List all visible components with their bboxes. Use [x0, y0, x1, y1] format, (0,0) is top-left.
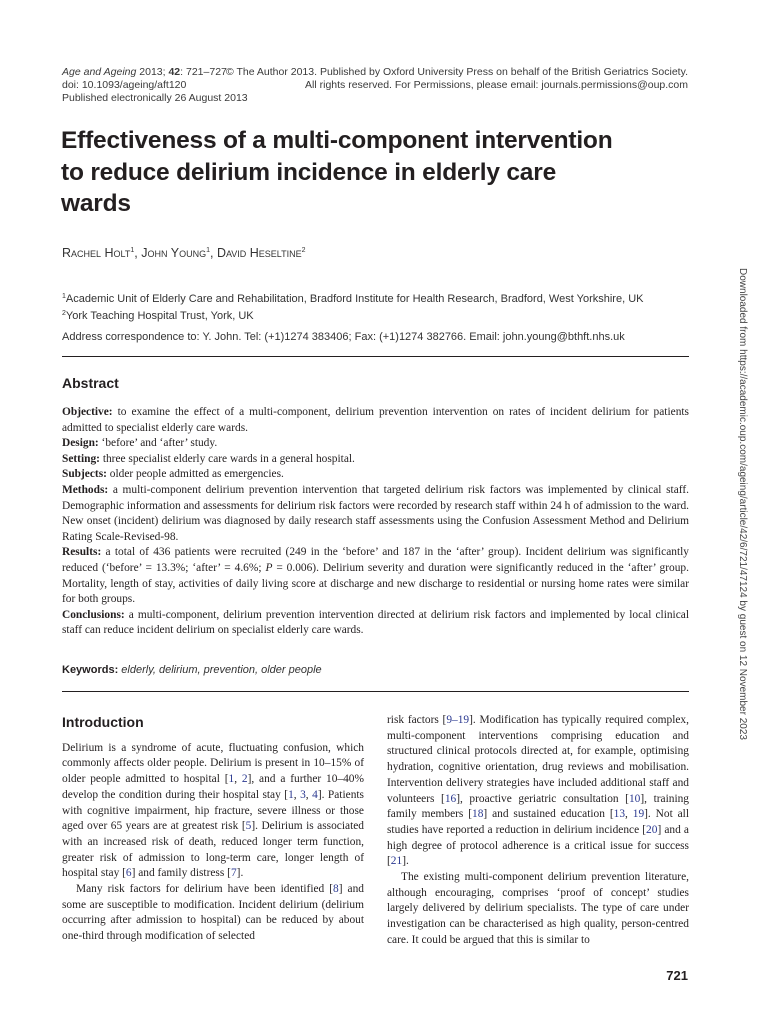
copyright-notice [226, 66, 688, 92]
page-number: 721 [666, 968, 688, 983]
citation-link[interactable]: 1 [288, 788, 294, 801]
citation-link[interactable]: 2 [241, 773, 248, 786]
affiliations [62, 290, 643, 323]
doi[interactable]: doi: 10.1093/ageing/aft120 [62, 79, 187, 92]
copyright-line-2: All rights reserved. For Permissions, please email: journals.permissions@oup.com [305, 79, 688, 92]
intro-paragraph-3: The existing multi-component delirium prevention literature, although encouraging, comprises ‘proof of concept’ studies largely delivered by delirium specialists. The type of care under investigation can be characterised as high quality, person-centred care. It could be argued that this is similar to [387, 871, 689, 946]
abstract-conclusions: Conclusions: a multi-component, delirium prevention intervention directed at delirium risk factors and implemented by local clinical staff can reduce incident delirium on specialist elderly care wards. [62, 608, 689, 637]
intro-paragraph-1: Delirium is a syndrome of acute, fluctuating confusion, which commonly affects older people. Delirium is present in 10–15% of older people admitted to hospital [1, 2], and a further 10–40% develop the condition during their hospital stay [1, 3, 4]. Patients with cognitive impairment, hip fracture, severe illness or those aged over 65 years are at greatest risk [5]. Delirium is associated with an increased risk of death, reduced longer term function, greater risk of admission to long-term care, longer length of hospital stay [6] and family distress [7]. [62, 741, 364, 880]
abstract-design: Design: ‘before’ and ‘after’ study. [62, 437, 218, 450]
citation-link[interactable]: 5 [245, 820, 252, 833]
author-name: David Heseltine [216, 246, 302, 260]
journal-volume: 42 [168, 66, 181, 78]
correspondence-address: Address correspondence to: Y. John. Tel: (+1)1274 383406; Fax: (+1)1274 382766. Email: john.young@bthft.nhs.uk [62, 331, 625, 343]
citation-link[interactable]: 13 [613, 808, 626, 821]
article-title: Effectiveness of a multi-component intervention to reduce delirium incidence in elderly care wards [61, 127, 613, 217]
citation-link[interactable]: 21 [390, 855, 403, 868]
keywords-label: Keywords: [62, 664, 119, 676]
citation-link[interactable]: 20 [646, 823, 658, 836]
citation-link[interactable]: 10 [628, 792, 641, 805]
citation-link[interactable]: 18 [472, 808, 484, 821]
citation-link[interactable]: 19 [632, 808, 645, 821]
abstract-subjects: Subjects: older people admitted as emergencies. [62, 468, 284, 481]
author-name: Rachel Holt [62, 246, 131, 260]
divider [62, 691, 689, 692]
journal-year: 2013; [136, 66, 169, 78]
journal-pages: : 721–727 [180, 66, 227, 78]
abstract-objective: Objective: to examine the effect of a multi-component, delirium prevention intervention on rates of incident delirium for patients admitted to specialist elderly care wards. [62, 406, 689, 434]
affiliation-2: $^2$York Teaching Hospital Trust, York, UK [62, 309, 254, 322]
download-watermark: Downloaded from https://academic.oup.com/ageing/article/42/6/721/47124 by guest on 12 November 2023 [737, 268, 748, 740]
divider [62, 356, 689, 357]
author-affiliation-marker: 1 [206, 247, 210, 254]
abstract-body [62, 405, 689, 639]
intro-paragraph-2-cont: risk factors [9–19]. Modification has typically required complex, multi-component interventions comprising education and structured clinical protocols directed at, for example, optimising hydration, cognitive orientation, drug reviews and mobilisation. Intervention delivery strategies have included additional staff and volunteers [16], proactive geriatric consultation [10], training family members [18] and sustained education [13, 19]. Not all studies have reported a reduction in delirium incidence [20] and a high degree of protocol adherence is a critical issue for success [21]. [387, 714, 690, 868]
abstract-setting: Setting: three specialist elderly care wards in a general hospital. [62, 452, 355, 465]
introduction-heading: Introduction [62, 714, 144, 730]
citation-link[interactable]: 6 [125, 867, 132, 880]
copyright-line-1: © The Author 2013. Published by Oxford University Press on behalf of the British Geriatrics Society. [226, 66, 688, 78]
citation-link[interactable]: 7 [230, 867, 237, 880]
affiliation-1: $^1$Academic Unit of Elderly Care and Rehabilitation, Bradford Institute for Health Research, Bradford, West Yorkshire, UK [62, 293, 644, 305]
intro-paragraph-2: Many risk factors for delirium have been identified [8] and some are susceptible to modification. Incident delirium (delirium occurring after admission to hospital) can be reduced by about one-third through modification of selected [62, 883, 364, 943]
keywords [62, 664, 322, 676]
journal-citation [62, 66, 248, 106]
citation-link[interactable]: 3 [300, 788, 306, 801]
author-affiliation-marker: 2 [301, 247, 306, 254]
body-column-left [62, 713, 364, 945]
author-affiliation-marker: 1 [130, 247, 135, 254]
author-name: John Young [141, 246, 207, 260]
abstract-heading: Abstract [62, 375, 119, 391]
citation-link[interactable]: 16 [444, 792, 457, 805]
keywords-value: elderly, delirium, prevention, older people [118, 664, 322, 676]
citation-link[interactable]: 1 [228, 773, 235, 786]
citation-link[interactable]: 4 [312, 788, 318, 801]
journal-name: Age and Ageing [62, 66, 137, 78]
abstract-methods: Methods: a multi-component delirium prevention intervention that targeted delirium risk factors was implemented by clinical staff. Demographic information and assessments for delirium risk factors were recorded by research staff within 24 h of admission to the ward. New onset (incident) delirium was diagnosed by daily research staff assessments using the Confusion Assessment Method and Delirium Rating Scale-Revised-98. [62, 483, 689, 543]
abstract-results: Results: a total of 436 patients were recruited (249 in the ‘before’ and 187 in the ‘after’ group). Incident delirium was significantly reduced (‘before’ = 13.3%; ‘after’ = 4.6%; P = 0.006). Delirium severity and duration were significantly reduced in the ‘after’ group. Mortality, length of stay, activities of daily living score at discharge and new discharge to residential or nursing home rates were similar for both groups. [62, 546, 689, 606]
citation-link[interactable]: 8 [333, 883, 339, 896]
author-list: Rachel Holt$^1$, John Young$^1$, David Heseltine$^2$ [62, 246, 306, 260]
citation-link[interactable]: 9–19 [446, 714, 470, 726]
published-date: Published electronically 26 August 2013 [62, 92, 248, 105]
body-column-right [387, 713, 689, 949]
